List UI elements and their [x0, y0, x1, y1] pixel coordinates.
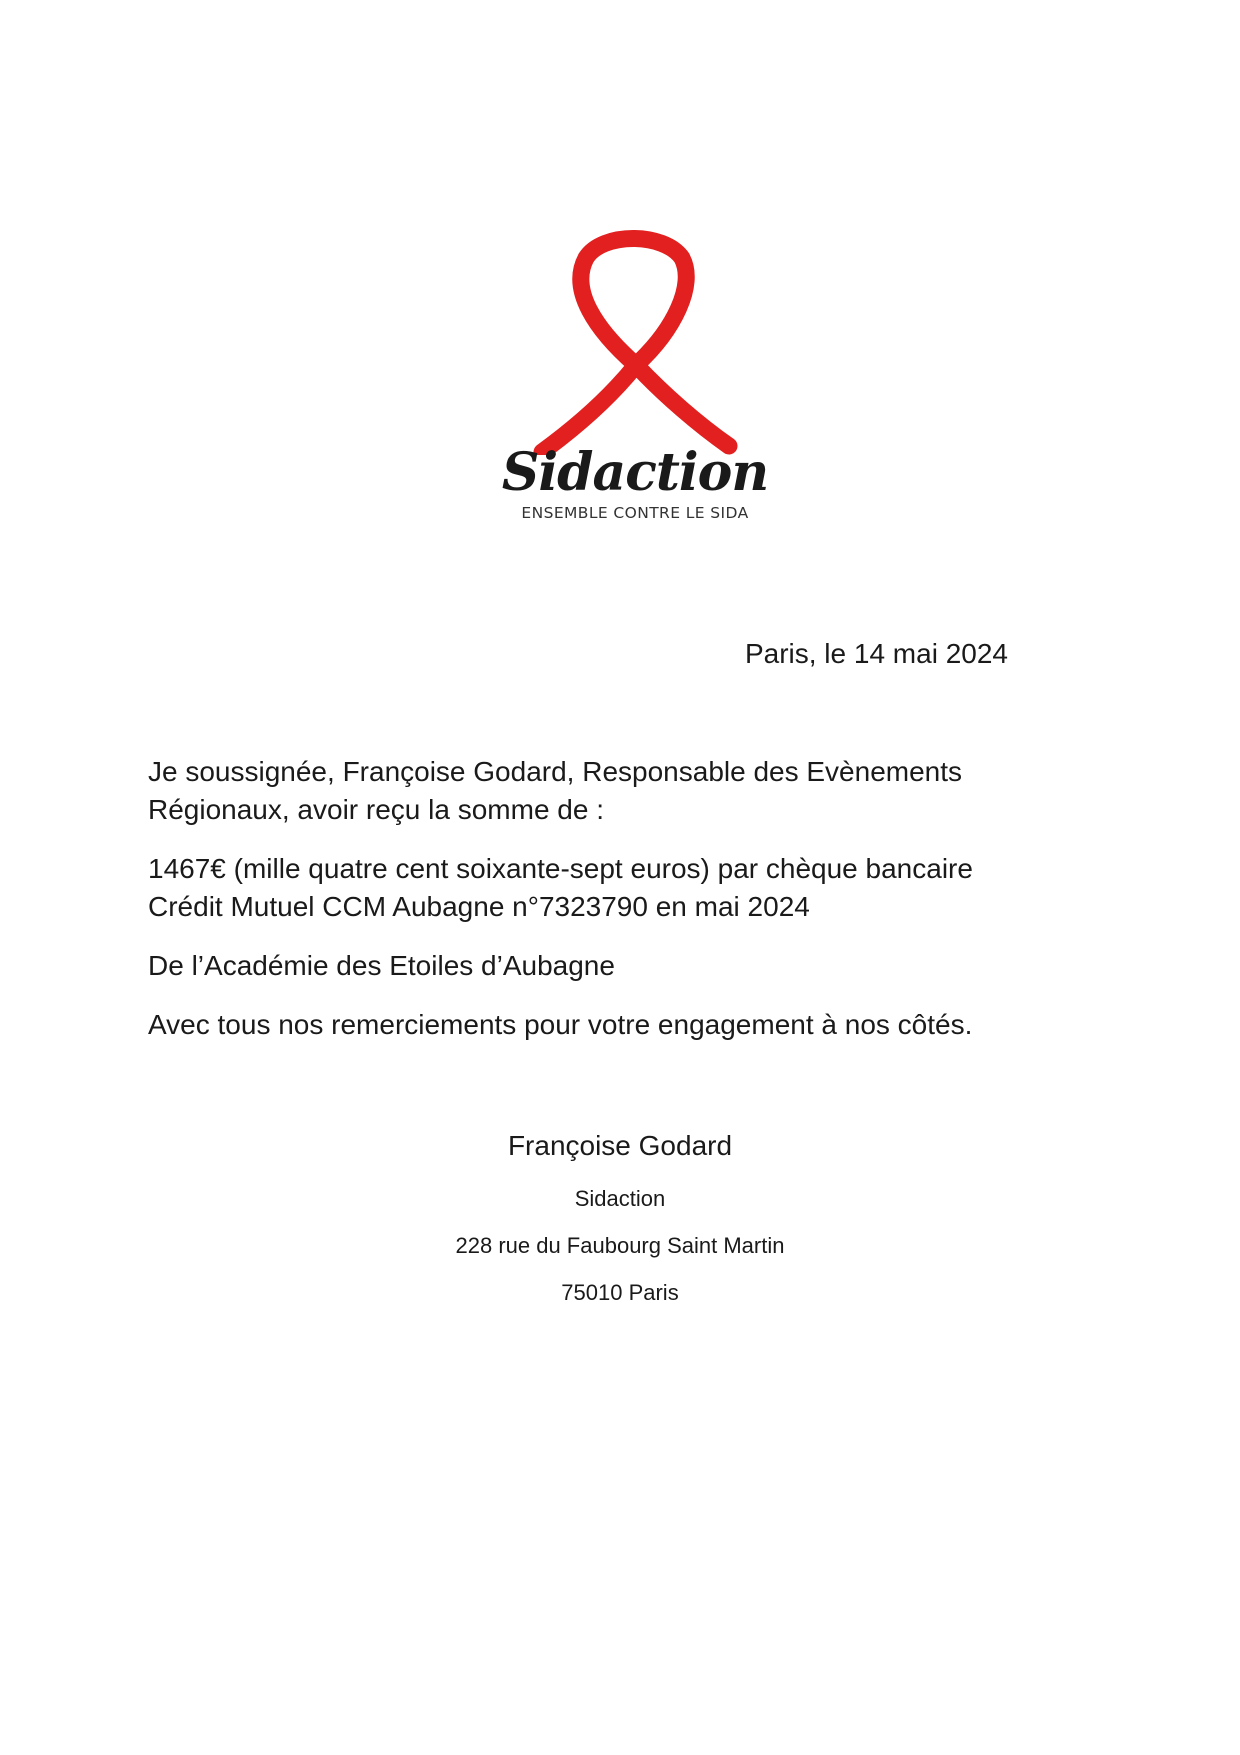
letter-date: Paris, le 14 mai 2024 — [744, 638, 1008, 669]
wordmark-text: Sidaction — [501, 442, 769, 503]
address-street: 228 rue du Faubourg Saint Martin — [455, 1233, 785, 1258]
sidaction-logo — [500, 230, 770, 530]
letter-body — [148, 753, 1028, 1065]
payment-details: 1467€ (mille quatre cent soixante-sept euros) par chèque bancaire Crédit Mutuel CCM Aubagne n°7323790 en mai 2024 — [148, 853, 973, 922]
signatory-organization: Sidaction — [574, 1186, 666, 1211]
signatory-name: Françoise Godard — [507, 1130, 733, 1161]
signature-block — [0, 1128, 1240, 1316]
sidaction-wordmark — [500, 440, 770, 510]
red-ribbon-icon — [524, 230, 744, 455]
receipt-statement: Je soussignée, Françoise Godard, Responsable des Evènements Régionaux, avoir reçu la somme de : — [148, 756, 963, 825]
logo-tagline: ENSEMBLE CONTRE LE SIDA — [521, 504, 749, 522]
address-city: 75010 Paris — [561, 1280, 679, 1305]
thanks-line: Avec tous nos remerciements pour votre engagement à nos côtés. — [148, 1009, 973, 1040]
donor-line: De l’Académie des Etoiles d’Aubagne — [148, 950, 615, 981]
